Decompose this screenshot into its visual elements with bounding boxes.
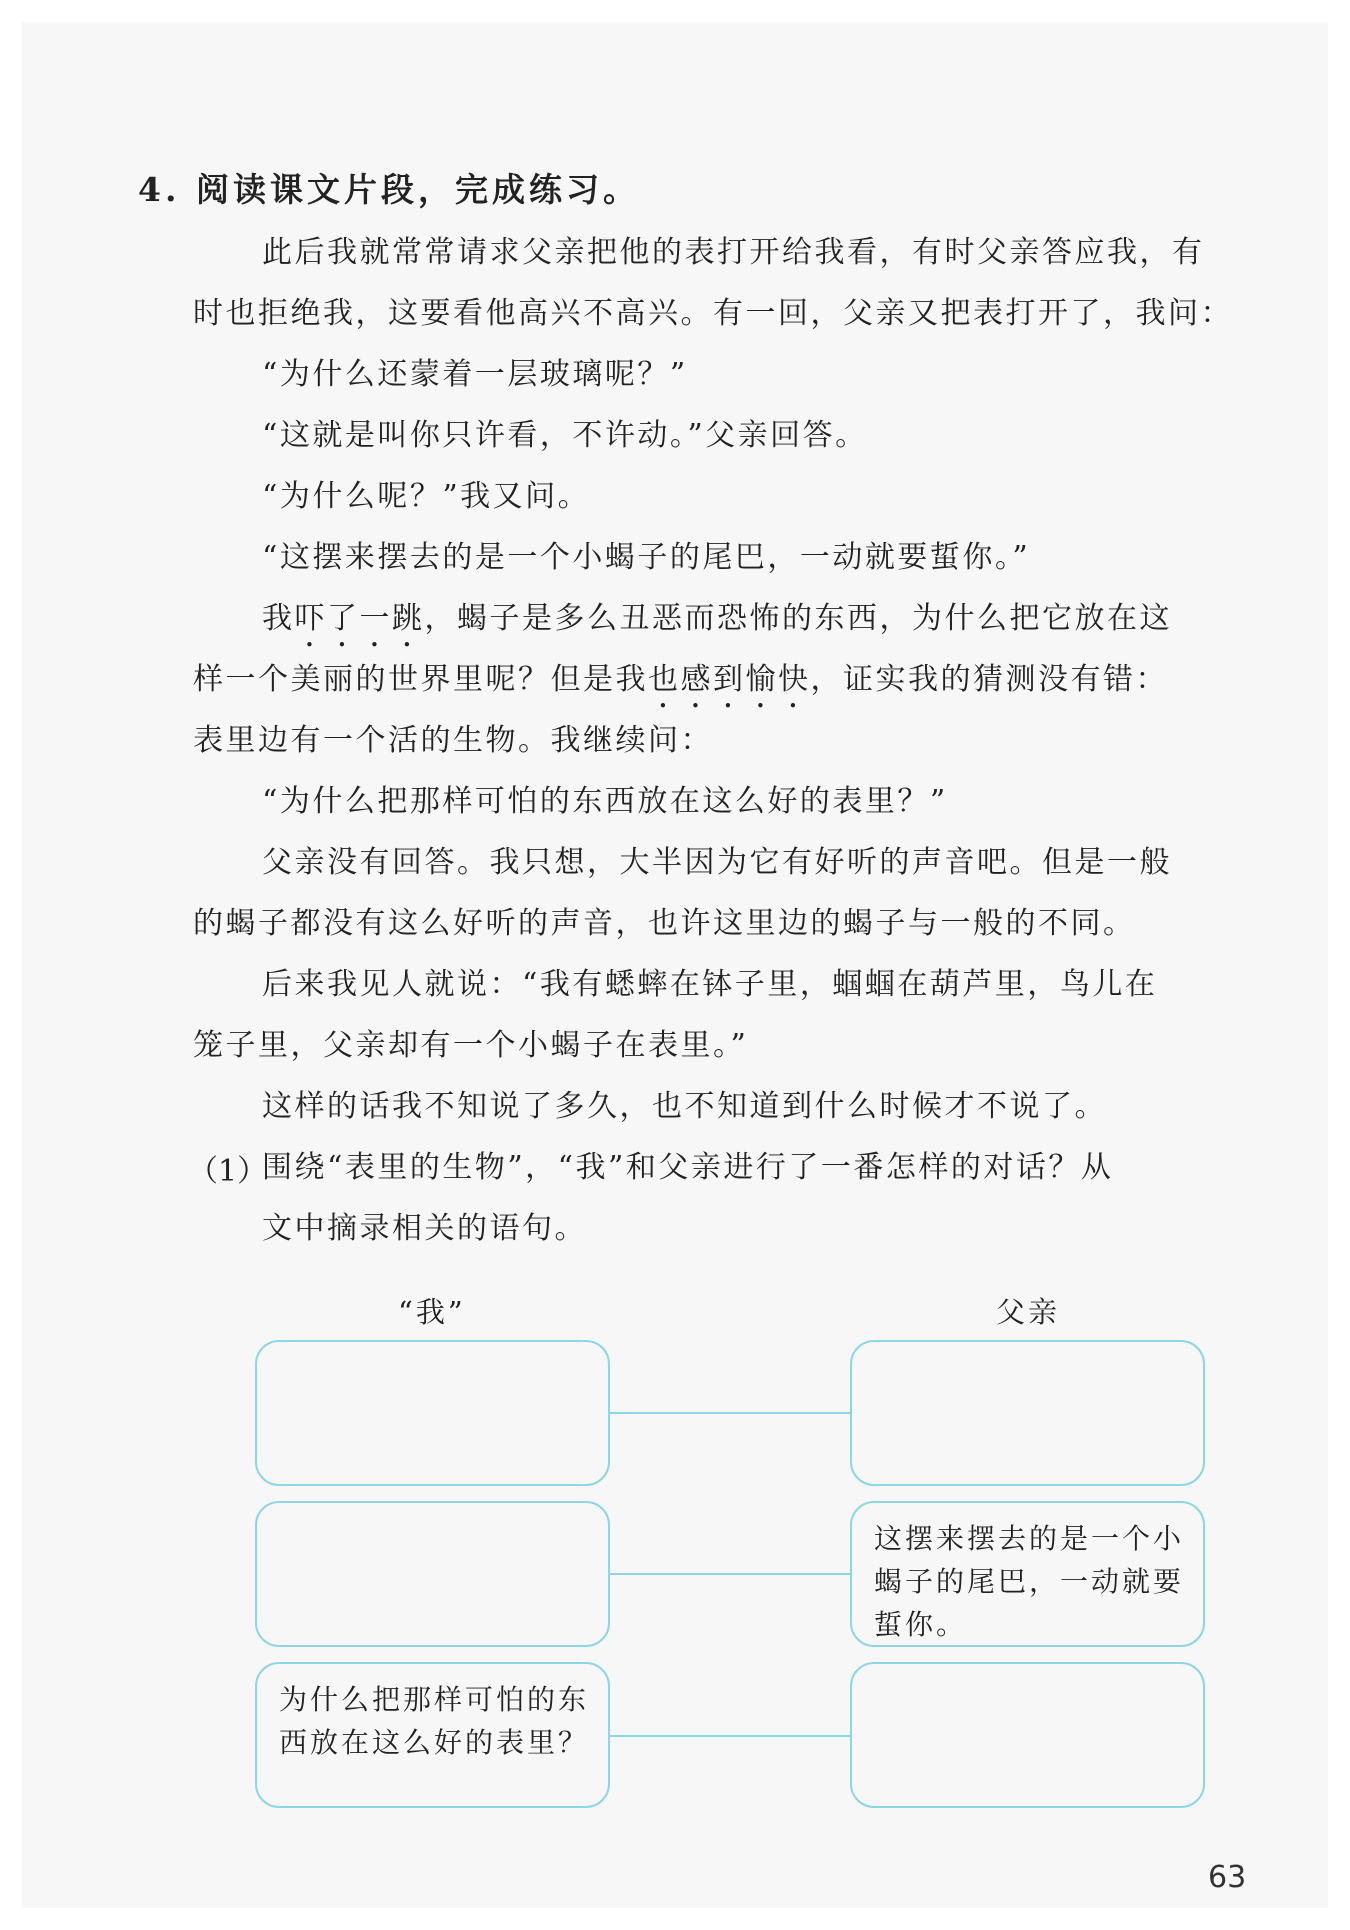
passage-line: “为什么把那样可怕的东西放在这么好的表里？” xyxy=(262,784,948,819)
passage-line: “这就是叫你只许看，不许动。”父亲回答。 xyxy=(262,418,868,453)
passage-text: ，蝎子是多么丑恶而恐怖的东西，为什么把它放在这 xyxy=(424,601,1172,636)
answer-box-father-3[interactable] xyxy=(850,1662,1205,1808)
passage-text: ，证实我的猜测没有错： xyxy=(810,662,1168,697)
passage-line: 这样的话我不知说了多久，也不知道到什么时候才不说了。 xyxy=(262,1089,1107,1124)
column-label-me: “我” xyxy=(398,1295,466,1329)
answer-box-me-2[interactable] xyxy=(255,1501,610,1647)
passage-line xyxy=(193,660,1168,715)
question-text: 围绕“表里的生物”，“我”和父亲进行了一番怎样的对话？从 xyxy=(262,1150,1114,1185)
box-text: 这摆来摆去的是一个小蝎子的尾巴，一动就要蜇你。 xyxy=(874,1522,1185,1641)
passage-line: 表里边有一个活的生物。我继续问： xyxy=(193,723,713,758)
passage-line: 时也拒绝我，这要看他高兴不高兴。有一回，父亲又把表打开了，我问： xyxy=(193,296,1233,331)
passage-line: “为什么呢？”我又问。 xyxy=(262,479,591,514)
passage-text: 我 xyxy=(262,601,295,636)
answer-box-father-2[interactable] xyxy=(850,1501,1205,1647)
emphasized-phrase: 吓了一跳 xyxy=(294,601,425,636)
answer-box-father-1[interactable] xyxy=(850,1340,1205,1486)
passage-text: 样一个美丽的世界里呢？但是我 xyxy=(193,662,648,697)
passage-line: 此后我就常常请求父亲把他的表打开给我看，有时父亲答应我，有 xyxy=(262,235,1205,270)
answer-box-me-3[interactable] xyxy=(255,1662,610,1808)
passage-line: 父亲没有回答。我只想，大半因为它有好听的声音吧。但是一般 xyxy=(262,845,1172,880)
passage-line: “这摆来摆去的是一个小蝎子的尾巴，一动就要蜇你。” xyxy=(262,540,1031,575)
passage-line: “为什么还蒙着一层玻璃呢？” xyxy=(262,357,688,392)
answer-box-me-1[interactable] xyxy=(255,1340,610,1486)
exercise-title: 4. 阅读课文片段，完成练习。 xyxy=(138,170,640,209)
passage-line: 笼子里，父亲却有一个小蝎子在表里。” xyxy=(193,1028,749,1063)
question-text: 文中摘录相关的语句。 xyxy=(262,1211,587,1246)
page-number: 63 xyxy=(1208,1860,1247,1895)
connector-line xyxy=(609,1735,852,1737)
box-text: 为什么把那样可怕的东西放在这么好的表里？ xyxy=(279,1683,590,1759)
column-label-father: 父亲 xyxy=(996,1295,1061,1329)
passage-line: 的蝎子都没有这么好听的声音，也许这里边的蝎子与一般的不同。 xyxy=(193,906,1136,941)
connector-line xyxy=(609,1573,852,1575)
connector-line xyxy=(609,1412,852,1414)
passage-line: 后来我见人就说：“我有蟋蟀在钵子里，蝈蝈在葫芦里，鸟儿在 xyxy=(262,967,1158,1002)
passage-line xyxy=(262,599,1172,654)
emphasized-phrase: 也感到愉快 xyxy=(648,662,811,697)
question-number: （1） xyxy=(188,1154,268,1189)
